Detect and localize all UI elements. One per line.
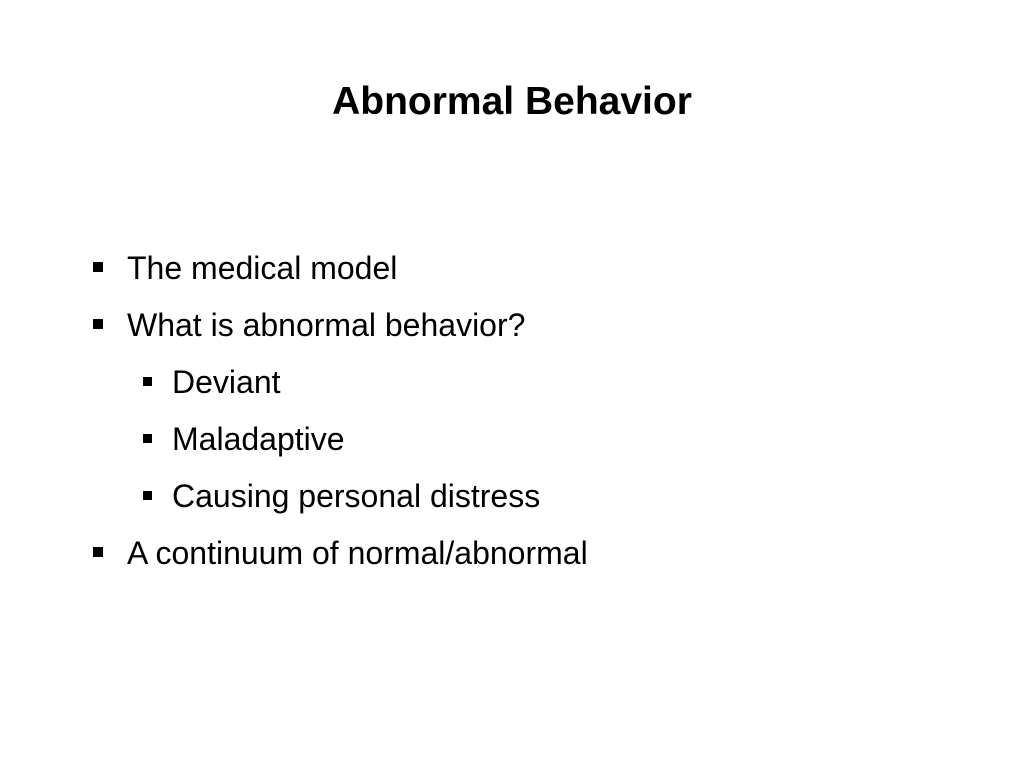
- sub-bullet-text: Deviant: [172, 364, 281, 400]
- bullet-item: [0, 240, 1024, 297]
- bullet-list: [0, 240, 1024, 582]
- bullet-text: What is abnormal behavior?: [127, 307, 526, 343]
- sub-bullet-item: [0, 468, 1024, 525]
- square-bullet-icon: [93, 319, 103, 329]
- square-bullet-icon: [143, 491, 152, 500]
- sub-bullet-text: Maladaptive: [172, 421, 345, 457]
- sub-bullet-text: Causing personal distress: [172, 478, 541, 514]
- bullet-text: A continuum of normal/abnormal: [127, 535, 588, 571]
- square-bullet-icon: [93, 262, 103, 272]
- square-bullet-icon: [143, 377, 152, 386]
- sub-bullet-item: [0, 411, 1024, 468]
- sub-bullet-item: [0, 354, 1024, 411]
- slide-title: Abnormal Behavior: [332, 80, 692, 123]
- bullet-item: [0, 525, 1024, 582]
- bullet-text: The medical model: [127, 250, 398, 286]
- square-bullet-icon: [93, 547, 103, 557]
- bullet-item: [0, 297, 1024, 354]
- square-bullet-icon: [143, 434, 152, 443]
